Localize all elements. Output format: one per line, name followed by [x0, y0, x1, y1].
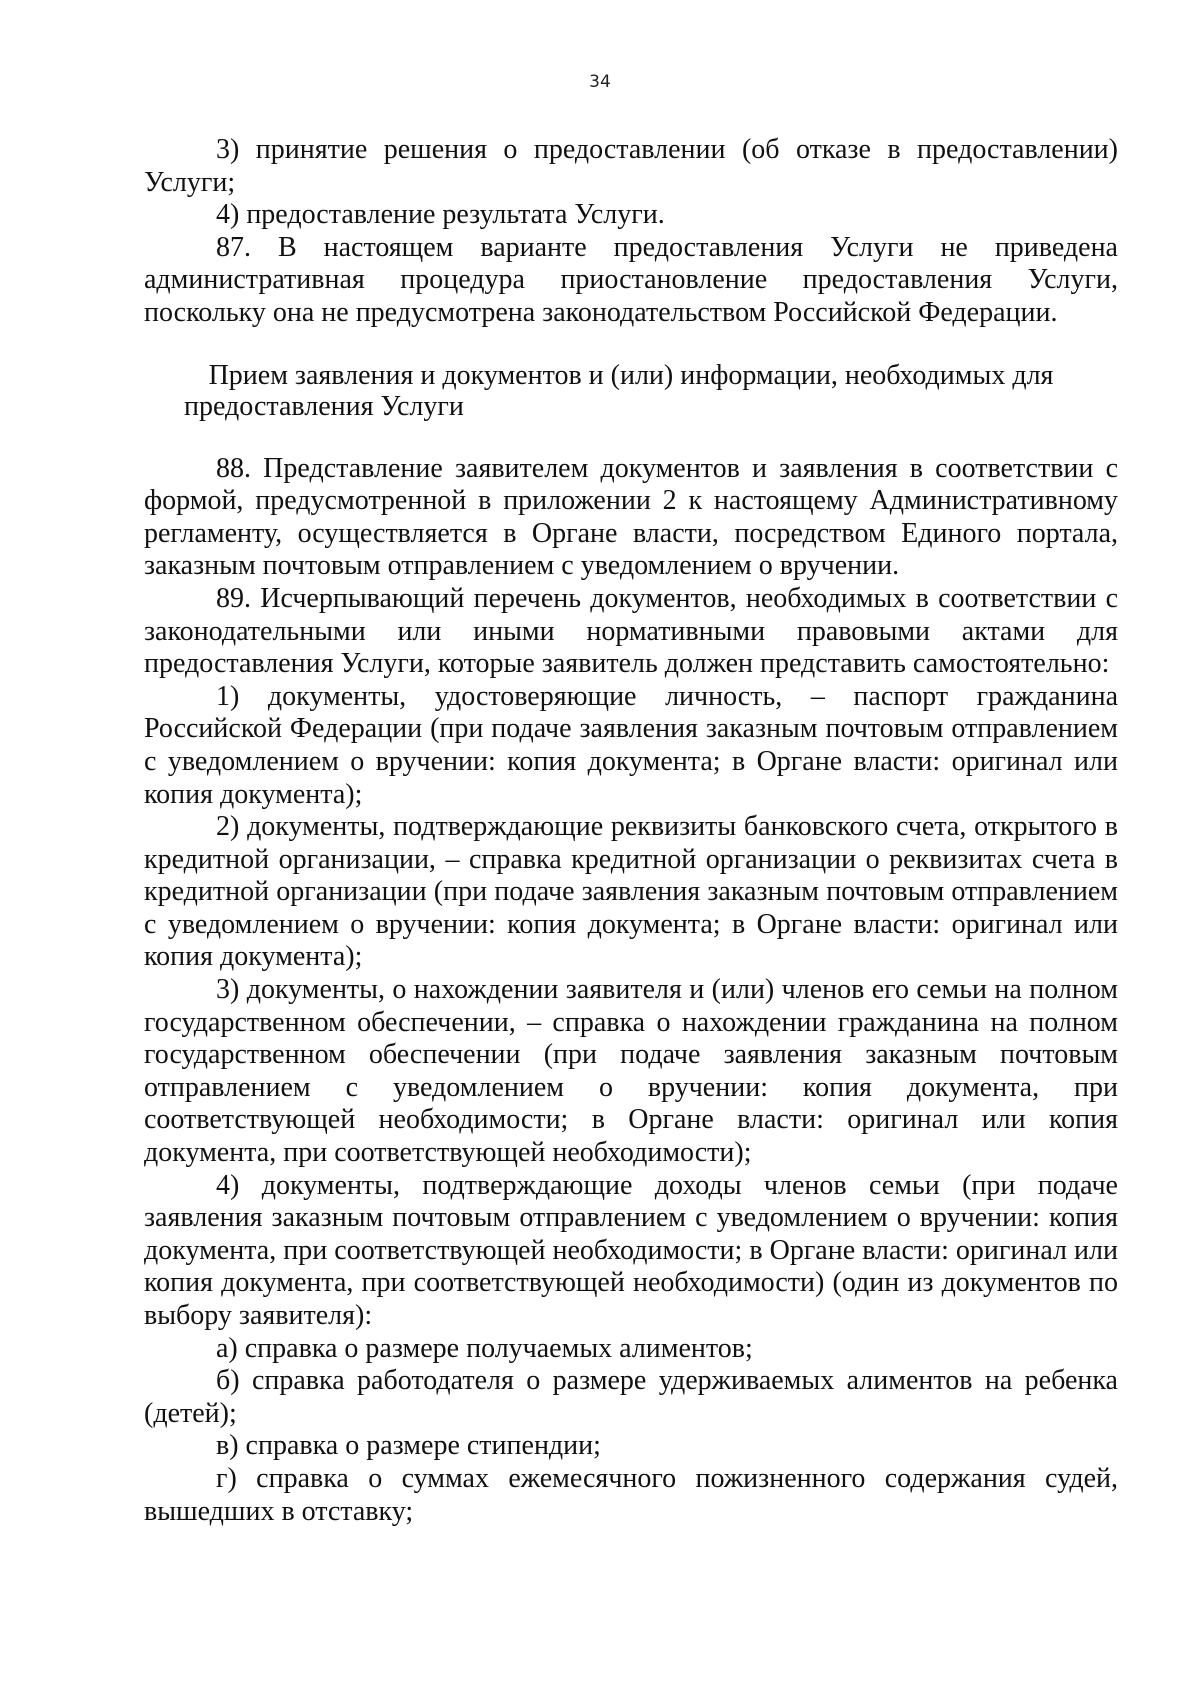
paragraph-87: 87. В настоящем варианте предоставления Услуги не приведена административная процедура приостановление предоставления Услуги, поскольку она не предусмотрена законодательством Российской Федерации. — [144, 231, 1118, 328]
paragraph-88: 88. Представление заявителем документов и заявления в соответствии с формой, предусмотренной в приложении 2 к настоящему Административному регламенту, осуществляется в Органе власти, посредством Единого портала, заказным почтовым отправлением с уведомлением о вручении. — [144, 452, 1118, 582]
list-item-1: 1) документы, удостоверяющие личность, – паспорт гражданина Российской Федерации (при подаче заявления заказным почтовым отправлением с уведомлением о вручении: копия документа; в Органе власти: оригинал или копия документа); — [144, 680, 1118, 810]
sub-item-a: а) справка о размере получаемых алиментов; — [216, 1332, 753, 1364]
section-heading: Прием заявления и документов и (или) информации, необходимых для предоставления Услуги — [184, 359, 1054, 423]
paragraph-89: 89. Исчерпывающий перечень документов, необходимых в соответствии с законодательными или иными нормативными правовыми актами для предоставления Услуги, которые заявитель должен представить самостоятельно: — [144, 582, 1118, 680]
list-item-4: 4) документы, подтверждающие доходы членов семьи (при подаче заявления заказным почтовым отправлением с уведомлением о вручении: копия документа, при соответствующей необходимости; в Органе власти: оригинал или копия документа, при соответствующей необходимости) (один из документов по выбору заявителя): — [144, 1169, 1118, 1331]
sub-item-v: в) справка о размере стипендии; — [216, 1430, 601, 1462]
sub-item-b: б) справка работодателя о размере удерживаемых алиментов на ребенка (детей); — [144, 1365, 1118, 1429]
document-body — [144, 134, 1118, 1528]
list-item-3: 3) документы, о нахождении заявителя и (или) членов его семьи на полном государственном обеспечении, – справка о нахождении гражданина на полном государственном обеспечении (при подаче заявления заказным почтовым отправлением с уведомлением о вручении: копия документа, при соответствующей необходимости; в Органе власти: оригинал или копия документа, при соответствующей необходимости); — [144, 974, 1118, 1169]
sub-item-g: г) справка о суммах ежемесячного пожизненного содержания судей, вышедших в отставку; — [144, 1462, 1118, 1527]
paragraph-item-3: 3) принятие решения о предоставлении (об отказе в предоставлении) Услуги; — [144, 134, 1118, 198]
page-number: 34 — [589, 72, 611, 92]
list-item-2: 2) документы, подтверждающие реквизиты банковского счета, открытого в кредитной организации, – справка кредитной организации о реквизитах счета в кредитной организации (при подаче заявления заказным почтовым отправлением с уведомлением о вручении: копия документа; в Органе власти: оригинал или копия документа); — [144, 811, 1118, 973]
paragraph-item-4: 4) предоставление результата Услуги. — [216, 199, 665, 231]
